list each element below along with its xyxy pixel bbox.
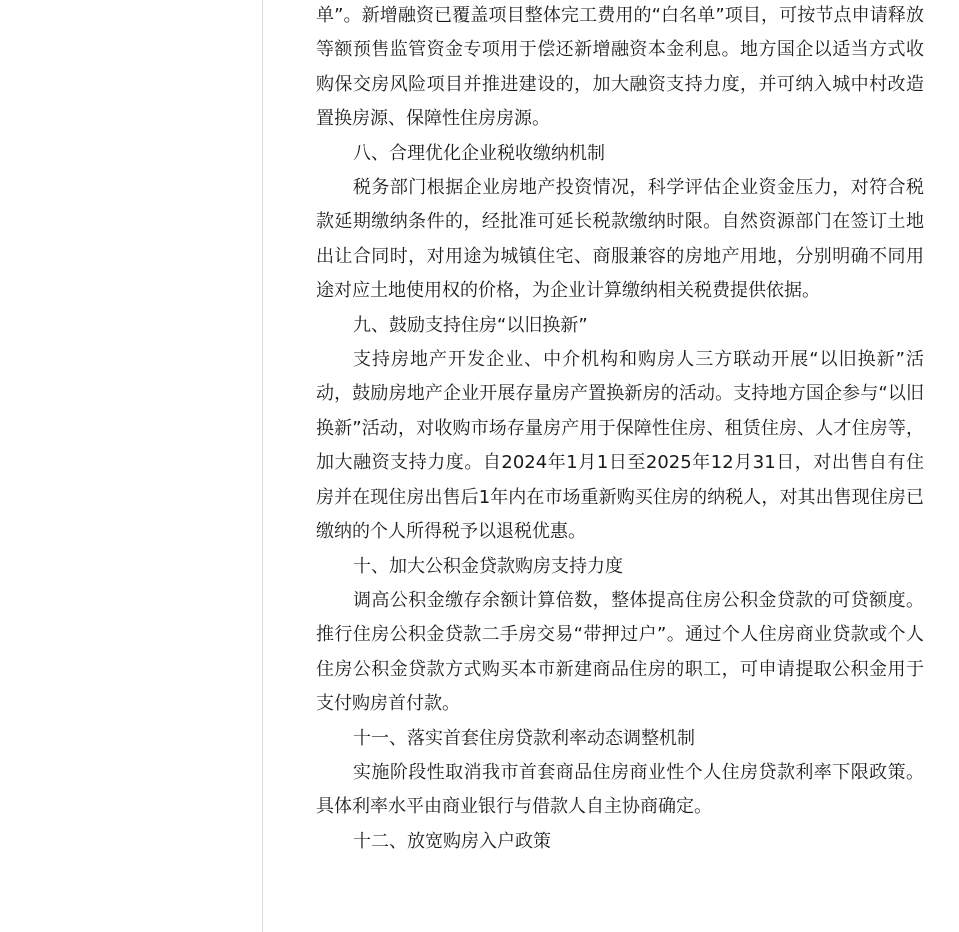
paragraph-continuation: 单”。新增融资已覆盖项目整体完工费用的“白名单”项目，可按节点申请释放等额预售监管资金专项用于偿还新增融资本金利息。地方国企以适当方式收购保交房风险项目并推进建设的，加大融资支持力度，并可纳入城中村改造置换房源、保障性住房房源。 — [316, 5, 924, 130]
section-heading-11: 十一、落实首套住房贷款利率动态调整机制 — [353, 727, 695, 749]
article-body — [316, 0, 924, 859]
section-heading-8: 八、合理优化企业税收缴纳机制 — [353, 142, 605, 164]
section-heading-12: 十二、放宽购房入户政策 — [353, 830, 551, 852]
paragraph-section-11: 实施阶段性取消我市首套商品住房商业性个人住房贷款利率下限政策。具体利率水平由商业银行与借款人自主协商确定。 — [316, 761, 924, 818]
sidebar-divider — [262, 0, 263, 932]
section-heading-10: 十、加大公积金贷款购房支持力度 — [353, 555, 623, 577]
section-heading-9: 九、鼓励支持住房“以旧换新” — [353, 314, 588, 336]
paragraph-section-10: 调高公积金缴存余额计算倍数，整体提高住房公积金贷款的可贷额度。推行住房公积金贷款二手房交易“带押过户”。通过个人住房商业贷款或个人住房公积金贷款方式购买本市新建商品住房的职工，可申请提取公积金用于支付购房首付款。 — [316, 589, 924, 715]
paragraph-section-9: 支持房地产开发企业、中介机构和购房人三方联动开展“以旧换新”活动，鼓励房地产企业开展存量房产置换新房的活动。支持地方国企参与“以旧换新”活动，对收购市场存量房产用于保障性住房、租赁住房、人才住房等，加大融资支持力度。自2024年1月1日至2025年12月31日，对出售自有住房并在现住房出售后1年内在市场重新购买住房的纳税人，对其出售现住房已缴纳的个人所得税予以退税优惠。 — [316, 349, 924, 543]
paragraph-section-8: 税务部门根据企业房地产投资情况，科学评估企业资金压力，对符合税款延期缴纳条件的，经批准可延长税款缴纳时限。自然资源部门在签订土地出让合同时，对用途为城镇住宅、商服兼容的房地产用地，分别明确不同用途对应土地使用权的价格，为企业计算缴纳相关税费提供依据。 — [316, 177, 924, 302]
